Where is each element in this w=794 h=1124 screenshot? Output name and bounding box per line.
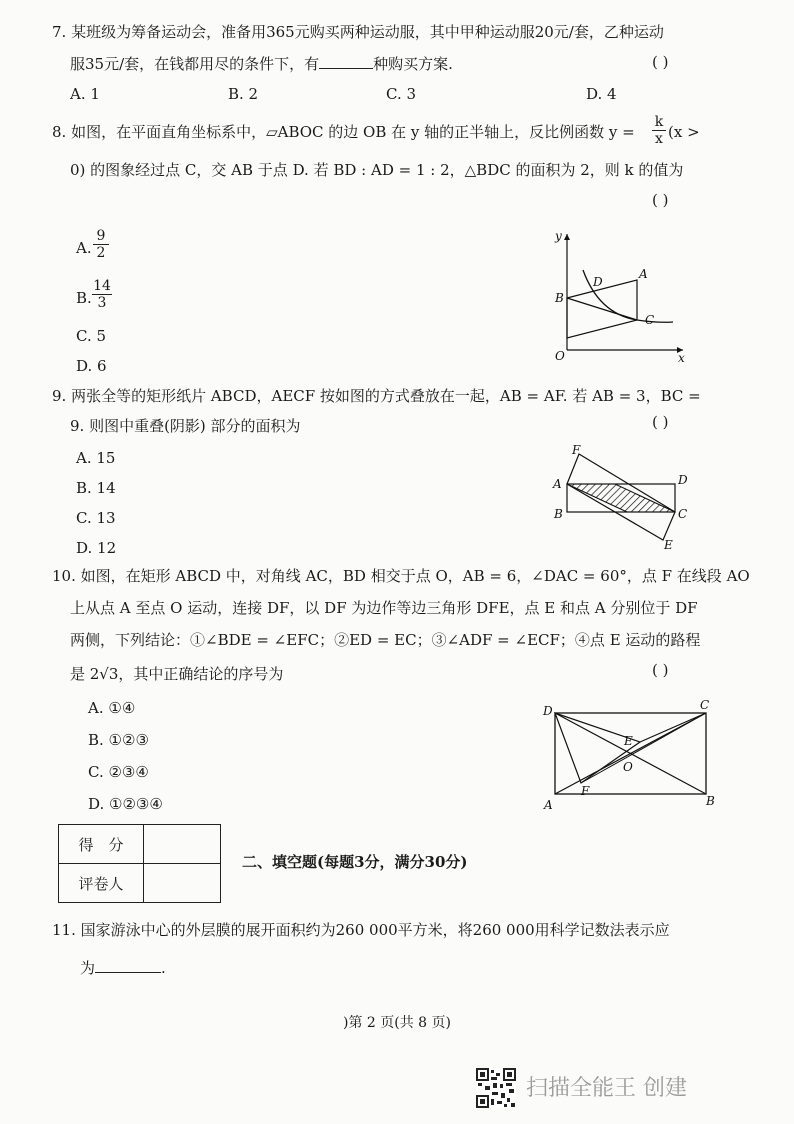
- q10-fig-label-c: C: [700, 698, 710, 712]
- q7-line1: 7. 某班级为筹备运动会，准备用365元购买两种运动服，其中甲种运动服20元/套，乙种运动: [52, 23, 664, 41]
- q8-option-b-den: 3: [92, 294, 112, 311]
- q8-line1: 8. 如图，在平面直角坐标系中，▱ABOC 的边 OB 在 y 轴的正半轴上，反比例函数 y =: [52, 123, 635, 141]
- q8-option-a-num: 9: [96, 228, 106, 244]
- q10-fig-label-a: A: [544, 798, 553, 812]
- q9-fig-label-e: E: [664, 538, 673, 552]
- q8-fig-label-b: B: [555, 291, 564, 305]
- q8-option-b-num: 14: [93, 278, 111, 294]
- q8-option-a-den: 2: [93, 244, 109, 261]
- section-2-heading: 二、填空题(每题3分，满分30分): [242, 853, 468, 871]
- q9-fig-label-c: C: [678, 507, 688, 521]
- q8-option-a-fraction: [93, 228, 109, 261]
- q8-fig-label-c: C: [645, 313, 655, 327]
- scanner-watermark: 扫描全能王 创建: [526, 1076, 687, 1101]
- q7-option-b[interactable]: B. 2: [228, 85, 259, 103]
- score-label: 得 分: [59, 825, 144, 864]
- q9-fig-label-f: F: [572, 443, 581, 457]
- q9-line2: 9. 则图中重叠(阴影) 部分的面积为: [70, 417, 301, 435]
- q11-line2-pre: 为: [80, 959, 96, 977]
- q8-figure: [545, 228, 695, 363]
- q9-option-d[interactable]: D. 12: [76, 539, 117, 557]
- q10-option-c[interactable]: C. ②③④: [88, 763, 149, 781]
- q8-option-d[interactable]: D. 6: [76, 357, 107, 375]
- q11-answer-blank[interactable]: [95, 958, 161, 973]
- q10-line3: 两侧，下列结论：①∠BDE = ∠EFC；②ED = EC；③∠ADF = ∠ECF；④点 E 运动的路程: [70, 631, 701, 649]
- q8-fig-label-o: O: [555, 349, 565, 363]
- q10-option-d[interactable]: D. ①②③④: [88, 795, 163, 813]
- qr-code-icon: [476, 1068, 516, 1108]
- q8-option-b-fraction: [92, 278, 112, 311]
- q10-figure: [535, 695, 725, 815]
- q10-option-a[interactable]: A. ①④: [88, 699, 136, 717]
- q9-line1: 9. 两张全等的矩形纸片 ABCD，AECF 按如图的方式叠放在一起，AB = AF. 若 AB = 3，BC =: [52, 387, 701, 405]
- score-cell[interactable]: [144, 825, 221, 864]
- q8-line1-tail: (x >: [668, 123, 700, 141]
- q10-fig-label-b: B: [706, 794, 715, 808]
- score-table: [58, 824, 221, 903]
- q7-answer-paren[interactable]: ( ): [652, 53, 669, 71]
- q8-fig-label-x: x: [678, 351, 685, 363]
- q8-function-fraction: [652, 114, 666, 147]
- grader-label: 评卷人: [59, 864, 144, 903]
- page-footer: )第 2 页(共 8 页): [342, 1015, 451, 1031]
- q11-line1: 11. 国家游泳中心的外层膜的展开面积约为260 000平方米，将260 000用科学记数法表示应: [52, 921, 670, 939]
- q8-func-numerator: k: [654, 114, 664, 130]
- q10-fig-label-e: E: [624, 734, 633, 748]
- q9-fig-label-d: D: [678, 473, 688, 487]
- q8-func-denominator: x: [652, 130, 666, 147]
- q10-line4: 是 2√3，其中正确结论的序号为: [70, 665, 284, 683]
- q8-option-a[interactable]: [76, 238, 92, 258]
- q8-option-b[interactable]: [76, 288, 92, 308]
- q7-line2: [70, 54, 453, 74]
- q9-answer-paren[interactable]: ( ): [652, 413, 669, 431]
- q8-fig-label-y: y: [555, 229, 562, 243]
- grader-cell[interactable]: [144, 864, 221, 903]
- q7-option-a[interactable]: A. 1: [70, 85, 100, 103]
- q7-line2-pre: 服35元/套，在钱都用尽的条件下，有: [70, 55, 320, 73]
- q8-fig-label-a: A: [639, 267, 648, 281]
- q9-fig-label-a: A: [553, 477, 562, 491]
- q10-fig-label-d: D: [543, 704, 553, 718]
- q9-option-a[interactable]: A. 15: [76, 449, 116, 467]
- q8-fig-label-d: D: [593, 275, 603, 289]
- q11-line2: [80, 958, 166, 978]
- q9-figure: [540, 440, 705, 552]
- q10-line1: 10. 如图，在矩形 ABCD 中，对角线 AC，BD 相交于点 O，AB = 6，∠DAC = 60°，点 F 在线段 AO: [52, 567, 750, 585]
- q9-option-b[interactable]: B. 14: [76, 479, 116, 497]
- q8-answer-paren[interactable]: ( ): [652, 191, 669, 209]
- q7-answer-blank[interactable]: [319, 54, 373, 69]
- q10-answer-paren[interactable]: ( ): [652, 661, 669, 679]
- q8-option-a-label: A.: [76, 239, 92, 257]
- q10-option-b[interactable]: B. ①②③: [88, 731, 149, 749]
- q8-option-c[interactable]: C. 5: [76, 327, 107, 345]
- q10-fig-label-o: O: [623, 760, 633, 774]
- q9-option-c[interactable]: C. 13: [76, 509, 116, 527]
- q11-line2-post: .: [161, 959, 166, 977]
- q8-line2: 0) 的图象经过点 C，交 AB 于点 D. 若 BD : AD = 1 : 2，△BDC 的面积为 2，则 k 的值为: [70, 161, 684, 179]
- q7-option-c[interactable]: C. 3: [386, 85, 417, 103]
- q7-line2-post: 种购买方案.: [373, 55, 453, 73]
- q9-fig-label-b: B: [554, 507, 563, 521]
- q10-fig-label-f: F: [581, 784, 590, 798]
- q7-option-d[interactable]: D. 4: [586, 85, 617, 103]
- q10-line2: 上从点 A 至点 O 运动，连接 DF，以 DF 为边作等边三角形 DFE，点 E 和点 A 分别位于 DF: [70, 599, 698, 617]
- q8-option-b-label: B.: [76, 289, 92, 307]
